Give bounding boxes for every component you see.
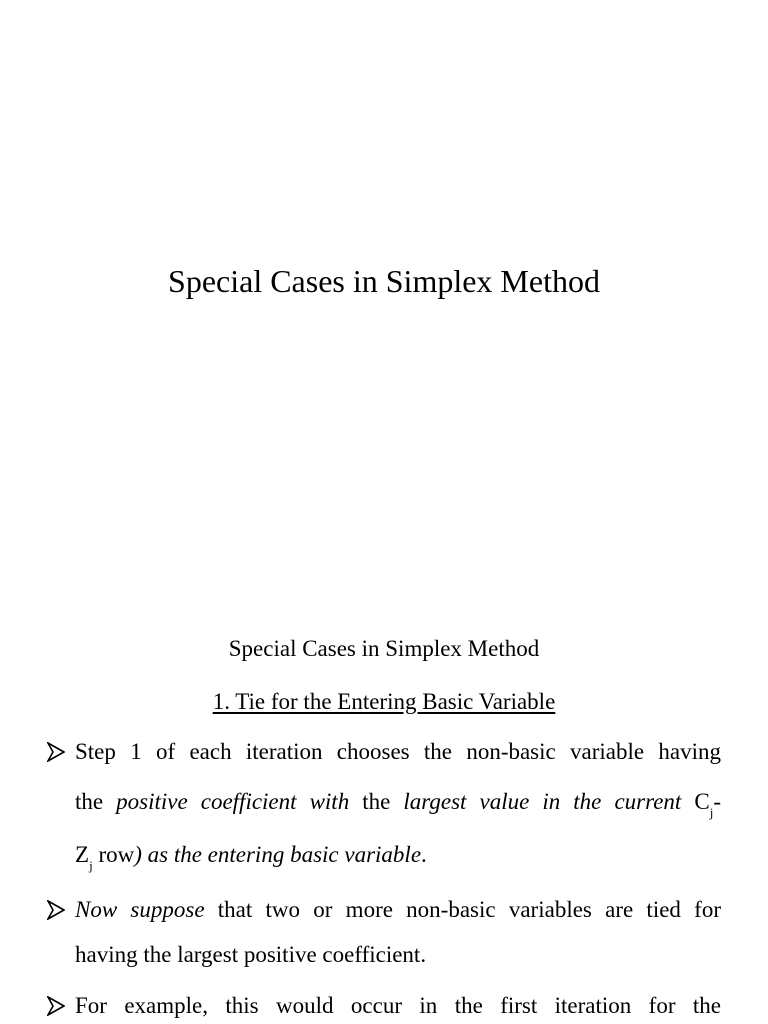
bullet-2-line-1: Now suppose that two or more non-basic variables are tied for: [75, 897, 721, 922]
arrow-bullet-icon: [47, 996, 65, 1016]
bullet-1-line-3: $Z_j$ row) as the entering basic variable.: [75, 842, 427, 873]
arrow-bullet-icon: [47, 742, 65, 762]
bullet-3-line-1: For example, this would occur in the first iteration for the: [75, 993, 721, 1018]
page-title: Special Cases in Simplex Method: [168, 263, 600, 299]
section-heading: Special Cases in Simplex Method: [228, 636, 540, 661]
arrow-bullet-icon: [47, 900, 65, 920]
sub-heading: 1. Tie for the Entering Basic Variable: [212, 689, 556, 714]
bullet-1-line-2: the positive coefficient with the largest value in the current $C_j-$: [75, 789, 721, 820]
bullet-1-line-1: Step 1 of each iteration chooses the non-basic variable having: [75, 739, 721, 764]
bullet-2-line-2: having the largest positive coefficient.: [75, 942, 427, 967]
